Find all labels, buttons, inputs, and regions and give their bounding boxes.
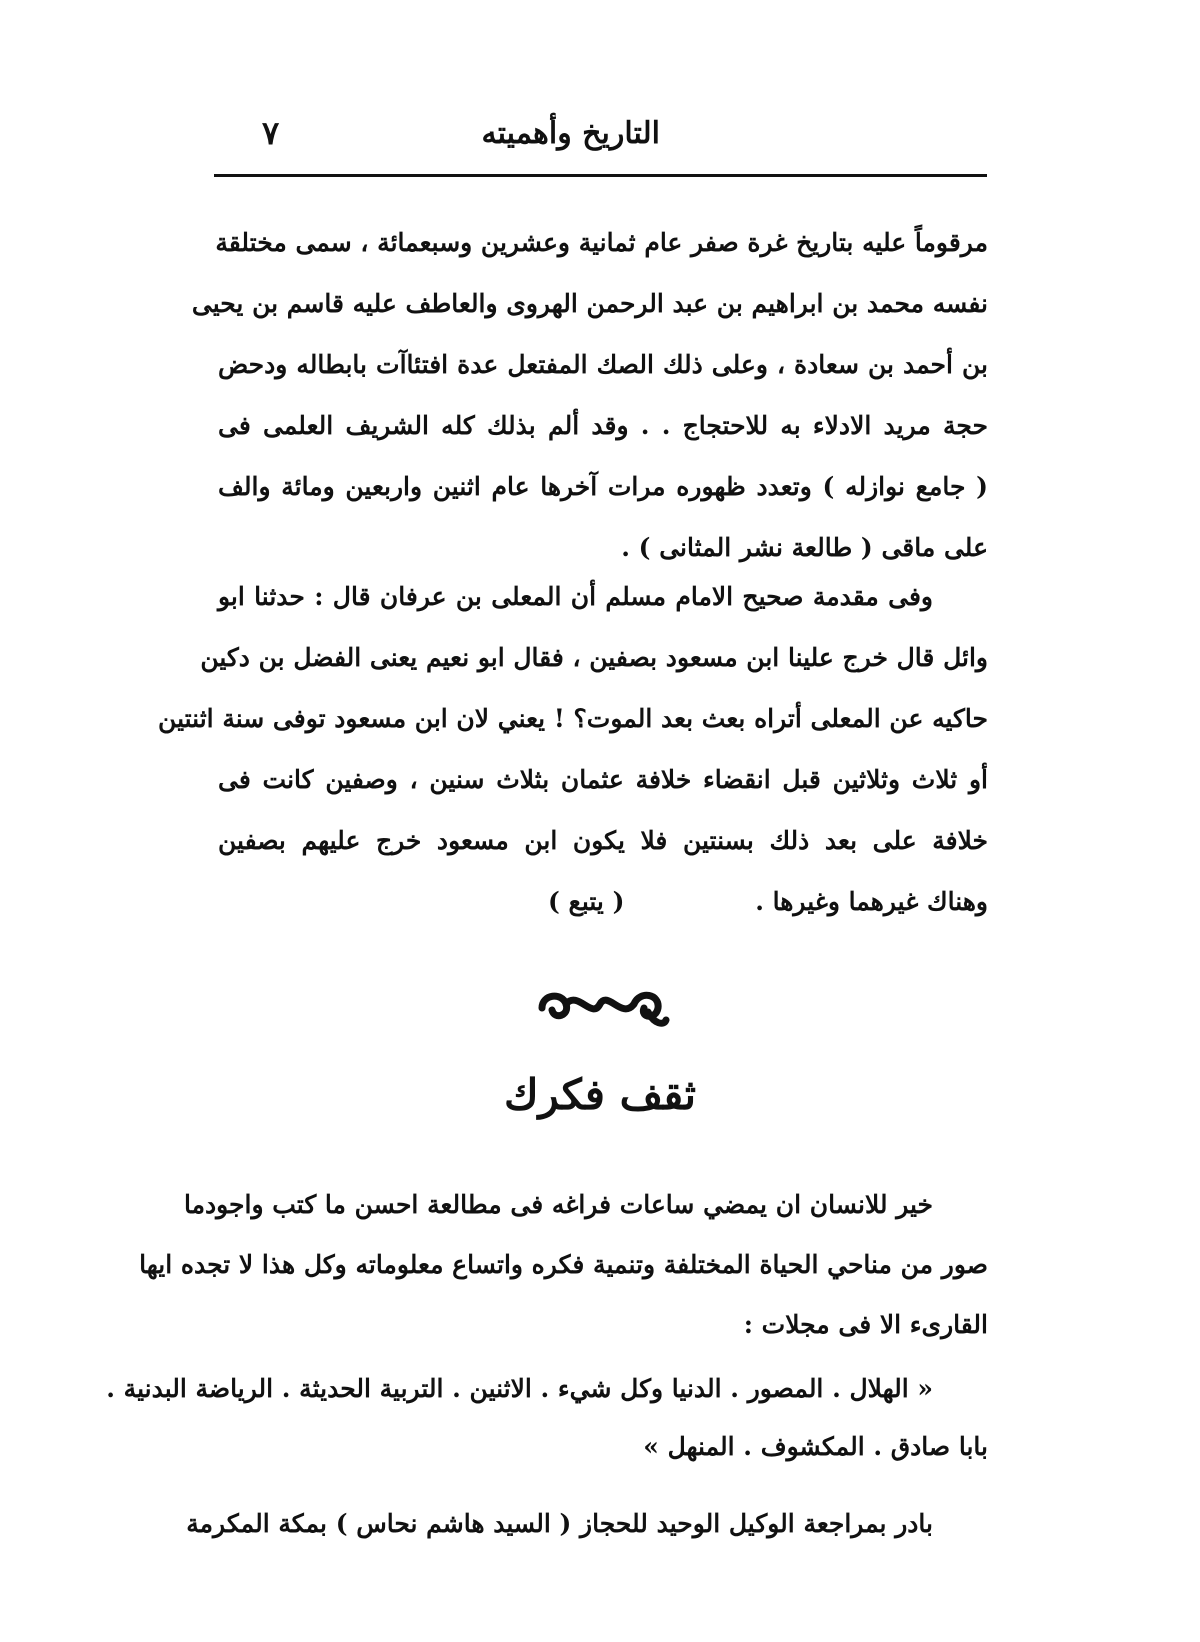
ornament-divider	[530, 980, 670, 1030]
paragraph-3	[139, 1175, 988, 1355]
text-line: وائل قال خرج علينا ابن مسعود بصفين ، فقال ابو نعيم يعنى الفضل بن دكين	[200, 643, 988, 672]
text-line: أو ثلاث وثلاثين قبل انقضاء خلافة عثمان بثلاث سنين ، وصفين كانت فى	[218, 765, 988, 794]
running-title: التاريخ وأهميته	[481, 116, 660, 151]
paragraph-1	[191, 212, 988, 578]
running-header	[210, 112, 990, 162]
text-line: حجة مريد الادلاء به للاحتجاج . . وقد ألم بذلك كله الشريف العلمى فى	[218, 411, 988, 440]
text-line: وهناك غيرهما وغيرها .	[755, 887, 988, 916]
text-line: بن أحمد بن سعادة ، وعلى ذلك الصك المفتعل عدة افتئاآت بابطاله ودحض	[218, 350, 988, 379]
header-rule	[214, 174, 987, 177]
section-heading: ثقف فكرك	[503, 1070, 697, 1119]
text-line: نفسه محمد بن ابراهيم بن عبد الرحمن الهروى والعاطف عليه قاسم بن يحيى	[191, 289, 988, 318]
text-line: مرقوماً عليه بتاريخ غرة صفر عام ثمانية وعشرين وسبعمائة ، سمى مختلقة	[215, 228, 988, 257]
text-line: حاكيه عن المعلى أتراه بعث بعد الموت؟ ! يعني لان ابن مسعود توفى سنة اثنتين	[158, 704, 988, 733]
page-number: ٧	[262, 114, 280, 152]
text-line-final	[218, 871, 988, 932]
text-line: صور من مناحي الحياة المختلفة وتنمية فكره واتساع معلوماته وكل هذا لا تجده ايها	[139, 1250, 988, 1279]
text-line: وفى مقدمة صحيح الامام مسلم أن المعلى بن عرفان قال : حدثنا ابو	[218, 582, 933, 611]
text-line: خير للانسان ان يمضي ساعات فراغه فى مطالعة احسن ما كتب واجودما	[184, 1190, 933, 1219]
continued-note: ( يتبع )	[548, 887, 625, 916]
text-line: القارىء الا فى مجلات :	[743, 1310, 988, 1339]
text-line: بادر بمراجعة الوكيل الوحيد للحجاز ( السيد هاشم نحاس ) بمكة المكرمة	[186, 1509, 933, 1538]
text-line: بابا صادق . المكشوف . المنهل »	[643, 1432, 988, 1461]
text-line: على ماقى ( طالعة نشر المثانى ) .	[621, 533, 988, 562]
paragraph-2	[158, 566, 988, 932]
text-line: ( جامع نوازله ) وتعدد ظهوره مرات آخرها عام اثنين واربعين ومائة والف	[218, 472, 988, 501]
text-line: خلافة على بعد ذلك بسنتين فلا يكون ابن مسعود خرج عليهم بصفين	[218, 826, 988, 855]
paragraph-5	[186, 1493, 988, 1554]
text-line: « الهلال . المصور . الدنيا وكل شيء . الاثنين . التربية الحديثة . الرياضة البدنية .	[106, 1374, 933, 1403]
paragraph-4	[106, 1360, 988, 1476]
